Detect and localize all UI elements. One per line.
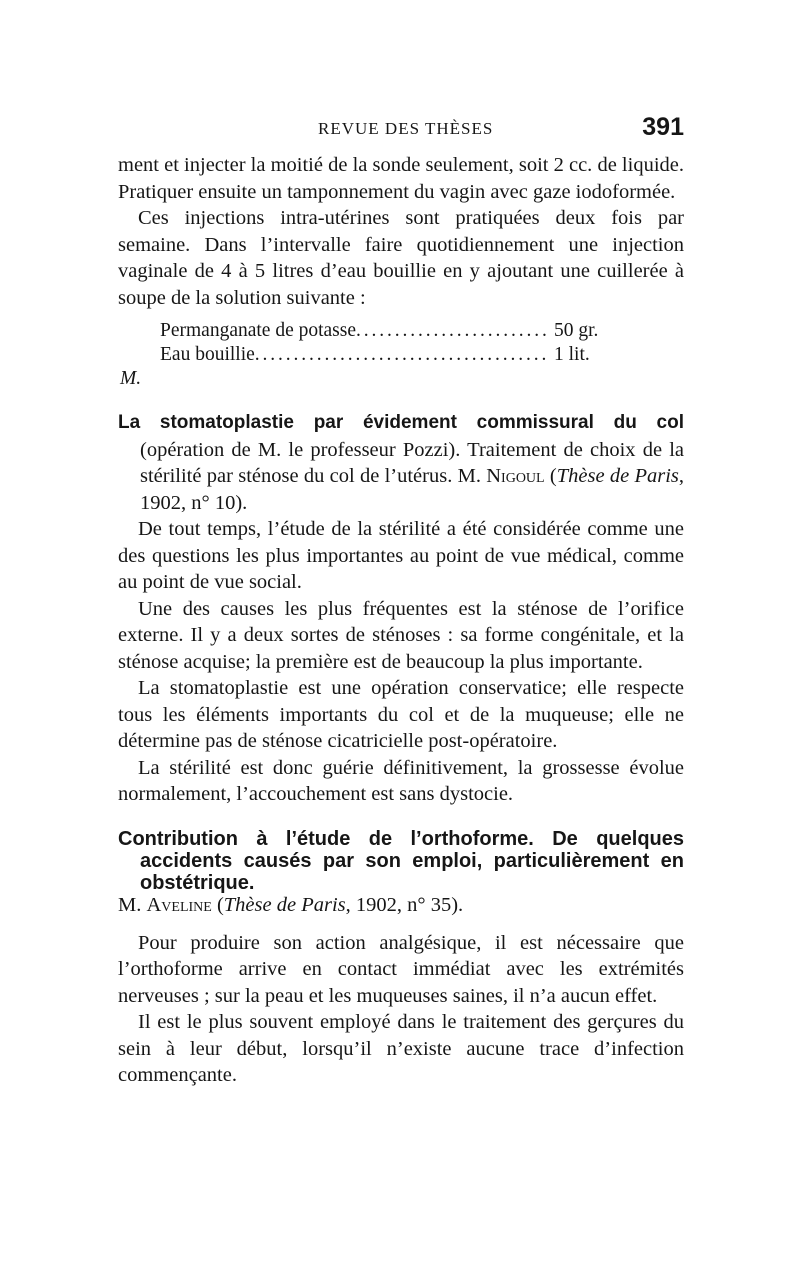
recipe-ingredient: Permanganate de potasse	[160, 320, 357, 341]
thesis-entry-stomatoplastie	[118, 409, 684, 516]
paragraph-injections: Ces injections intra-utérines sont pratiquées deux fois par semaine. Dans l’intervalle faire quotidiennement une injection vaginale de 4 à 5 litres d’eau bouillie en y ajoutant une cuillerée à soupe de la solution suivante :	[118, 207, 684, 309]
entry-citation	[118, 893, 684, 916]
paragraph-results: La stérilité est donc guérie définitivement, la grossesse évolue normalement, l’accouchement est sans dystocie.	[118, 756, 684, 805]
dot-leader	[255, 343, 546, 367]
entry-author: Nigoul	[486, 465, 545, 487]
recipe-quantity: 50 gr.	[554, 320, 599, 341]
citation-source: Thèse de Paris	[223, 893, 346, 916]
recipe-signature: M.	[120, 368, 142, 389]
paragraph-causes: Une des causes les plus fréquentes est la sténose de l’orifice externe. Il y a deux sortes de sténoses : sa forme congénitale, et la sténose acquise; la première est de beaucoup la plus importante.	[118, 597, 684, 673]
recipe-quantity: 1 lit.	[554, 344, 590, 365]
recipe-line	[160, 319, 630, 343]
recipe-line	[160, 343, 630, 367]
paragraph-continuation: ment et injecter la moitié de la sonde seulement, soit 2 cc. de liquide. Pratiquer ensuite un tamponnement du vagin avec gaze iodoformée.	[118, 154, 684, 203]
thesis-entry-orthoforme	[118, 828, 684, 916]
citation-source: Thèse de Paris	[556, 465, 679, 487]
recipe-formula	[118, 319, 684, 391]
dot-leader	[356, 319, 546, 343]
page-number: 391	[642, 113, 684, 141]
entry-author: Aveline	[146, 893, 212, 916]
citation-details: , 1902, n° 10).	[140, 465, 685, 514]
paragraph-usage: Il est le plus souvent employé dans le traitement des gerçures du sein à leur début, lorsqu’il n’existe aucune trace d’infection commençante.	[118, 1011, 684, 1086]
paragraph-operation: La stomatoplastie est une opération conservatice; elle respecte tous les éléments importants du col et de la muqueuse; elle ne détermine pas de sténose cicatricielle post-opératoire.	[118, 677, 684, 752]
citation-details: , 1902, n° 35).	[345, 893, 464, 916]
author-prefix: M.	[118, 893, 147, 916]
running-title: REVUE DES THÈSES	[318, 119, 494, 138]
entry-description: (opération de M. le professeur Pozzi). Traitement de choix de la stérilité par sténose du col de l’utérus. M.	[140, 438, 684, 487]
entry-title: Contribution à l’étude de l’orthoforme. De quelques accidents causés par son emploi, particulièrement en obstétrique.	[118, 827, 684, 894]
recipe-ingredient: Eau bouillie	[160, 344, 255, 365]
citation-open: (	[544, 465, 557, 487]
citation-open: (	[211, 893, 224, 916]
entry-title: La stomatoplastie par évidement commissural du col	[118, 412, 684, 433]
paragraph-importance: De tout temps, l’étude de la stérilité a été considérée comme une des questions les plus importantes au point de vue médical, comme au point de vue social.	[118, 518, 684, 593]
paragraph-analgesic: Pour produire son action analgésique, il est nécessaire que l’orthoforme arrive en contact immédiat avec les extrémités nerveuses ; sur la peau et les muqueuses saines, il n’a aucun effet.	[118, 931, 684, 1007]
running-head	[118, 113, 684, 143]
body-text	[118, 152, 684, 1089]
